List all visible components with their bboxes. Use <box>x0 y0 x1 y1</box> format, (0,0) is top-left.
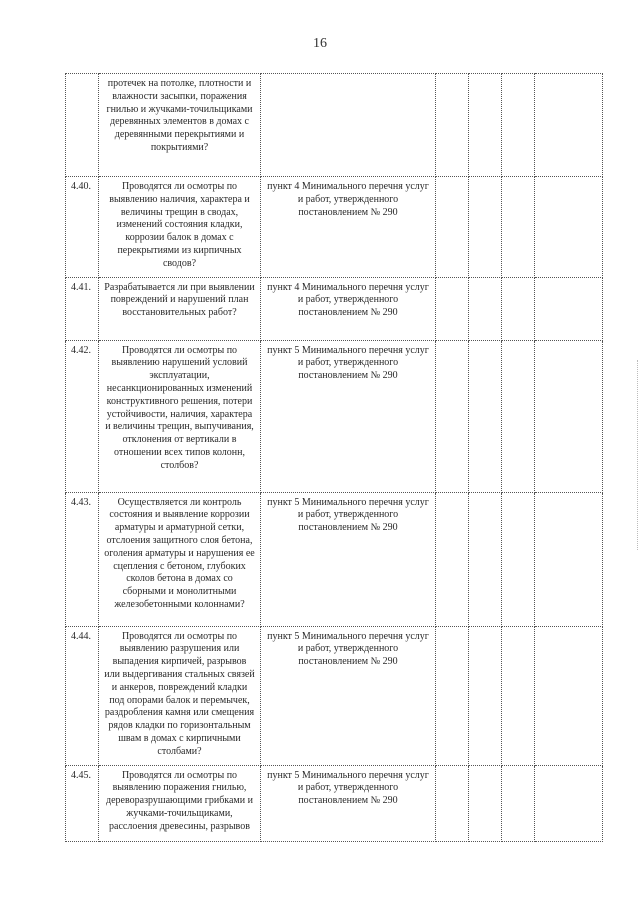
answer-no-cell[interactable] <box>469 177 502 278</box>
answer-na-cell[interactable] <box>502 492 535 626</box>
requirement-text: Проводятся ли осмотры по выявлению поражения гнилью, дереворазрушающими грибками и жучками-точильщиками, расслоения древесины, разрывов <box>99 765 261 841</box>
requirement-text: Проводятся ли осмотры по выявлению разрушения или выпадения кирпичей, разрывов или выдергивания стальных связей и анкеров, повреждений кладки под опорами балок и перемычек, раздробления камня или смещения рядов кладки по горизонтальным швам в домах с кирпичными столбами? <box>99 626 261 765</box>
answer-na-cell[interactable] <box>502 74 535 177</box>
legal-basis: пункт 5 Минимального перечня услуг и работ, утвержденного постановлением № 290 <box>261 626 436 765</box>
answer-yes-cell[interactable] <box>436 277 469 340</box>
requirement-text: Разрабатывается ли при выявлении повреждений и нарушений план восстановительных работ? <box>99 277 261 340</box>
answer-no-cell[interactable] <box>469 492 502 626</box>
legal-basis: пункт 5 Минимального перечня услуг и работ, утвержденного постановлением № 290 <box>261 765 436 841</box>
table-row <box>66 277 603 340</box>
note-cell[interactable] <box>535 626 603 765</box>
legal-basis: пункт 4 Минимального перечня услуг и работ, утвержденного постановлением № 290 <box>261 177 436 278</box>
answer-no-cell[interactable] <box>469 74 502 177</box>
answer-yes-cell[interactable] <box>436 492 469 626</box>
note-cell[interactable] <box>535 74 603 177</box>
checklist-table <box>65 73 603 842</box>
answer-na-cell[interactable] <box>502 340 535 492</box>
table-row <box>66 340 603 492</box>
answer-na-cell[interactable] <box>502 765 535 841</box>
requirement-text: протечек на потолке, плотности и влажности засыпки, поражения гнилью и жучками-точильщиками деревянных элементов в домах с деревянными перекрытиями и покрытиями? <box>99 74 261 177</box>
row-number <box>66 74 99 177</box>
table-row <box>66 177 603 278</box>
answer-na-cell[interactable] <box>502 626 535 765</box>
page-number: 16 <box>313 36 327 51</box>
table-row <box>66 492 603 626</box>
answer-na-cell[interactable] <box>502 177 535 278</box>
answer-yes-cell[interactable] <box>436 340 469 492</box>
answer-yes-cell[interactable] <box>436 626 469 765</box>
legal-basis <box>261 74 436 177</box>
answer-no-cell[interactable] <box>469 277 502 340</box>
row-number: 4.44. <box>66 626 99 765</box>
note-cell[interactable] <box>535 277 603 340</box>
answer-no-cell[interactable] <box>469 340 502 492</box>
requirement-text: Осуществляется ли контроль состояния и выявление коррозии арматуры и арматурной сетки, отслоения защитного слоя бетона, оголения арматуры и нарушения ее сцепления с бетоном, глубоких сколов бетона в домах со сборными и монолитными железобетонными колоннами? <box>99 492 261 626</box>
answer-no-cell[interactable] <box>469 626 502 765</box>
requirement-text: Проводятся ли осмотры по выявлению наличия, характера и величины трещин в сводах, изменений состояния кладки, коррозии балок в домах с перекрытиями из кирпичных сводов? <box>99 177 261 278</box>
row-number: 4.43. <box>66 492 99 626</box>
answer-no-cell[interactable] <box>469 765 502 841</box>
legal-basis: пункт 5 Минимального перечня услуг и работ, утвержденного постановлением № 290 <box>261 340 436 492</box>
note-cell[interactable] <box>535 492 603 626</box>
row-number: 4.40. <box>66 177 99 278</box>
requirement-text: Проводятся ли осмотры по выявлению нарушений условий эксплуатации, несанкционированных изменений конструктивного решения, потери устойчивости, наличия, характера и величины трещин, выпучивания, отклонения от вертикали в отношении всех типов колонн, столбов? <box>99 340 261 492</box>
row-number: 4.41. <box>66 277 99 340</box>
answer-na-cell[interactable] <box>502 277 535 340</box>
table-row <box>66 765 603 841</box>
table-row <box>66 74 603 177</box>
legal-basis: пункт 5 Минимального перечня услуг и работ, утвержденного постановлением № 290 <box>261 492 436 626</box>
row-number: 4.42. <box>66 340 99 492</box>
row-number: 4.45. <box>66 765 99 841</box>
answer-yes-cell[interactable] <box>436 74 469 177</box>
answer-yes-cell[interactable] <box>436 177 469 278</box>
scan-edge-line <box>636 360 638 550</box>
answer-yes-cell[interactable] <box>436 765 469 841</box>
note-cell[interactable] <box>535 340 603 492</box>
legal-basis: пункт 4 Минимального перечня услуг и работ, утвержденного постановлением № 290 <box>261 277 436 340</box>
note-cell[interactable] <box>535 177 603 278</box>
table-row <box>66 626 603 765</box>
note-cell[interactable] <box>535 765 603 841</box>
